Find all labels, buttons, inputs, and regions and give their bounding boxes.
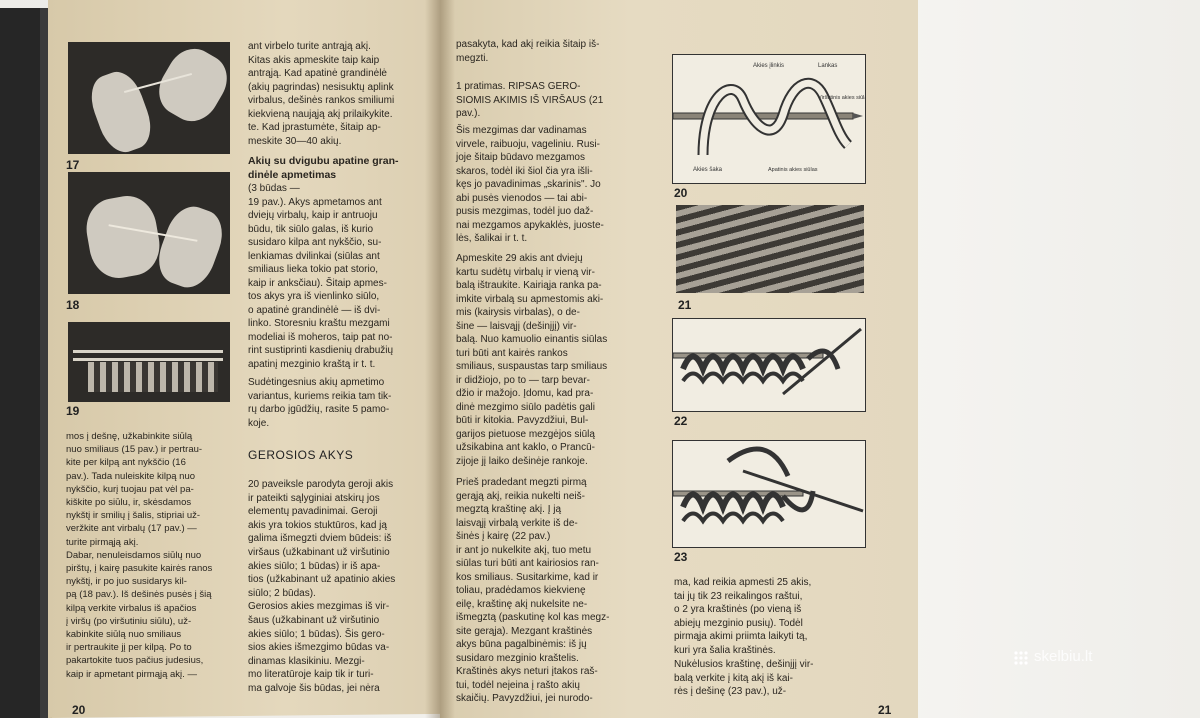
fig-label-23: 23 [674,550,688,564]
section-heading: GEROSIOS AKYS [248,448,354,462]
needle-insertion-drawing-22 [673,319,865,411]
exercise-heading: 1 pratimas. RIPSAS GERO- SIOMIS AKIMIS IŠ VIRŠAUS (21 pav.). [456,81,604,119]
photo-needles-19 [68,322,230,402]
diagram-label-loop: Akies įlinkis [753,63,785,69]
left-column-b-low: 20 paveiksle parodyta geroji akis ir pateikti sąlyginiai atskirų jos elementų pavadinimai. Geroji akis yra tokios stuktūros, kad ją galima išmegzti dviem būdeis: iš viršaus (užkabinant už viršutinio akies siūlo; 1 būdas) ir iš apa- tios (užkabinant už apatinio akies siūlo; 2 būdas). Gerosios akies mezgimas iš vir- šaus (užkabinant už viršutinio akies siūlo; 1 būdas). Šis gero- sios akies išmezgimo būdas va- dinamas klasikiniu. Mezgi- mo literatūroje kaip tik ir turi- ma galvoje šis būdas, jei nėra [248,479,396,694]
photo-hands-18 [68,172,230,294]
watermark-text: skelbiu.lt [1034,648,1093,665]
fig-label-22: 22 [674,414,688,428]
right-text-d: ma, kad reikia apmesti 25 akis, tai jų tik 23 reikalingos raštui, o 2 yra kraštinės (po vieną iš abiejų mezginio pusių). Todėl pirmąja akimi priimta laikyti tą, kuri yra šalia kraštinės. [674,577,812,656]
left-page-number: 20 [72,703,86,717]
fig-label-21: 21 [678,298,692,312]
right-text-a: Šis mezgimas dar vadinamas virvele, raibuoju, vageliniu. Rusi- joje šitaip būdavo mezgamos skaros, todėl iki šiol čia yra išli- kęs jo pavadinimas „skarinis". Jo abi pusės vienodos — tai abi- pusis mezgimas, todėl juo daž- nai mezgamos apykaklės, juoste- lės, šalikai ir t. t. [456,125,604,244]
diagram-label-branch: Akies šaka [693,167,723,173]
diagram-label-upper-thread: Viršutinis akies siūlas [818,95,865,101]
right-text-b: Apmeskite 29 akis ant dviejų kartu sudėtų virbalų ir vieną vir- balą ištraukite. Kairiąja ranka pa- imkite virbalą su apmestomis aki- mis (kairysis virbalas), o de- šine — laisvąjį (dešinįjį) vir- balą. Nuo kamuolio einantis siūlas turi būti ant kairės rankos smiliaus, suspaustas tarp smiliaus ir didžiojo, po to — tarp bevar- džio ir mažojo. Įdomu, kad pra- dinė mezgimo siūlo padėtis gali būti ir kitokia. Pavyzdžiui, Bul- garijos pietuose mezgėjos siūlą užsikabina ant kaklo, o Prancū- zijoje jį laiko dešinėje rankoje. [456,253,608,467]
left-column-b-mid: (3 būdas — 19 pav.). Akys apmetamos ant dviejų virbalų, kaip ir antruoju būdu, tik siūlo galas, iš kurio susidaro kilpa ant nykščio, su- lenkiamas dvilinkai (siūlas ant smiliaus lieka tokio pat storio, kaip ir anksčiau). Šitaip apmes- tos akys yra iš vienlinko siūlo, o apatinė grandinėlė — iš dvi- linko. Storesniu kraštu mezgami modeliai iš moheros, taip pat no- rint sustiprinti kasdienių drabužių apatinį mezginio kraštą ir t. t. [248,183,394,370]
photo-hands-17 [68,42,230,154]
stitch-diagram-23 [672,440,866,548]
knit-texture-photo-21 [676,205,864,293]
left-column-b-bold: Akių su dvigubu apatine gran- dinėle apmetimas [248,155,399,181]
stitch-structure-drawing [673,55,865,183]
left-column-a-text: mos į dešnę, užkabinkite siūlą nuo smiliaus (15 pav.) ir pertrau- kite per kilpą ant nykščio (16 pav.). Tada nuleiskite kilpą nuo nykščio, kurį tuojau pat vėl pa- kiškite po siūlu, ir, skėsdamos nykštį ir smilių į šalis, stipriai už- veržkite ant virbalų (17 pav.) — turite pirmąją akį. Dabar, nenuleisdamos siūlų nuo pirštų, į kairę pasukite kairės ranos nykštį, ir po juo susidarys kil- pą (18 pav.). Iš dešinės pusės į šią kilpą verkite virbalus iš apačios į viršų (po viršutiniu siūlu), už- kabinkite siūlą nuo smiliaus ir pertraukite jį per kilpą. Po to pakartokite tuos pačius judesius, kaip ir apmetant pirmąją akį. — [66,431,213,680]
diagram-label-lower-thread: Apatinis akies siūlas [768,167,818,173]
diagram-label-arc: Lankas [818,63,838,69]
left-column-b-top: ant virbelo turite antrąją akį. Kitas akis apmeskite taip kaip antrąją. Kad apatinė grandinėlė (akių pagrindas) nesisuktų aplink virbalus, dešinės rankos smiliumi kiekvieną naująją akį prilaikykite. te. Kad įprastumėte, šitaip ap- meskite 30—40 akių. [248,41,395,147]
right-text-c: Prieš pradedant megzti pirmą gerąją akį, reikia nukelti neiš- megztą kraštinę akį. Į ją laisvąjį virbalą verkite iš de- šinės į kairę (22 pav.) ir ant jo nukelkite akį, tuo metu siūlas turi būti ant kairiosios ran- kos smiliaus. Susitarkime, kad ir toliau, pradėdamos kiekvienę eilę, kraštinę akį nukelsite ne- išmegztą (paskutinę kol kas megz- site gerąja). Mezgant kraštinės akys būna pagalbinėmis: iš jų susidaro mezginio kraštelis. Kraštinės akys neturi įtakos raš- tui, todėl neįeina į rašto akių skaičių. Pavyzdžiui, jei nurodo- [456,477,610,704]
watermark-dots-icon [1013,650,1029,666]
right-page-number: 21 [878,703,892,717]
fig-label-17: 17 [66,158,80,172]
fig-label-19: 19 [66,404,80,418]
right-text-e: Nukėlusios kraštinę, dešinįjį vir- balą verkite į kitą akį iš kai- rės į dešinę (23 pav.), už- [674,659,814,697]
stitch-diagram-20 [672,54,866,184]
stitch-diagram-22 [672,318,866,412]
right-top-text: pasakyta, kad akį reikia šitaip iš- megzti. [456,39,600,64]
fig-label-18: 18 [66,298,80,312]
fig-label-20: 20 [674,186,688,200]
left-column-b-para: Sudėtingesnius akių apmetimo variantus, kuriems reikia tam tik- rų darbo įgūdžių, rasite 5 pamo- koje. [248,377,392,429]
needle-insertion-drawing-23 [673,441,865,547]
